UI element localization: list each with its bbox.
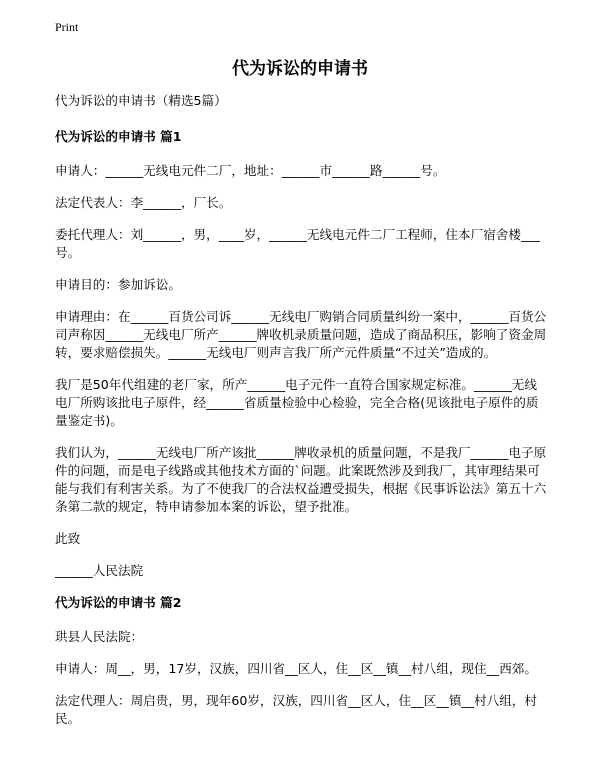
- print-link[interactable]: Print: [55, 20, 79, 34]
- section-1-reason: 申请理由：在______百货公司诉______无线电厂购销合同质量纠纷一案中，______百货公司声称因______无线电厂所产______牌收机录质量问题，造成了商品积压，影响了资金周转，要求赔偿损失。______无线电厂则声言我厂所产元件质量“不过关”造成的。: [55, 309, 547, 360]
- section-2-applicant: 申请人：周__，男，17岁，汉族，四川省__区人，住__区__镇__村八组，现住__西郊。: [55, 661, 537, 676]
- section-2-court: 珙县人民法院：: [55, 629, 144, 644]
- section-2-heading: 代为诉讼的申请书 篇2: [55, 595, 182, 610]
- section-1-opinion: 我们认为，______无线电厂所产该批______牌收录机的质量问题，不是我厂______电子原件的问题，而是电子线路或其他技术方面的`问题。此案既然涉及到我厂，其审理结果可能与我们有利害关系。为了不使我厂的合法权益遭受损失，根据《民事诉讼法》第五十六条第二款的规定，特申请参加本案的诉讼，望予批准。: [55, 445, 547, 514]
- section-1-applicant: 申请人：______无线电元件二厂，地址：______市______路______号。: [55, 163, 446, 178]
- document-title: 代为诉讼的申请书: [232, 59, 368, 79]
- document-body: [55, 92, 549, 742]
- document-intro: 代为诉讼的申请书（精选5篇）: [55, 93, 227, 108]
- section-1-agent: 委托代理人：刘______，男，____岁，______无线电元件二厂工程师，住本厂宿舍楼___号。: [55, 227, 540, 260]
- section-2-legal-rep: 法定代理人：周启贵，男，现年60岁，汉族，四川省__区人，住__区__镇__村八组，村民。: [55, 693, 537, 726]
- section-1-factory-info: 我厂是50年代组建的老厂家，所产______电子元件一直符合国家规定标准。______无线电厂所购该批电子原件，经______省质量检验中心检验，完全合格(见该批电子原件的质量鉴定书)。: [55, 377, 539, 428]
- section-1-legal-rep: 法定代表人：李______，厂长。: [55, 195, 232, 210]
- section-1-court: ______人民法院: [55, 563, 144, 578]
- section-1-purpose: 申请目的：参加诉讼。: [55, 277, 181, 292]
- section-1-salutation: 此致: [55, 531, 81, 546]
- section-1-heading: 代为诉讼的申请书 篇1: [55, 129, 182, 144]
